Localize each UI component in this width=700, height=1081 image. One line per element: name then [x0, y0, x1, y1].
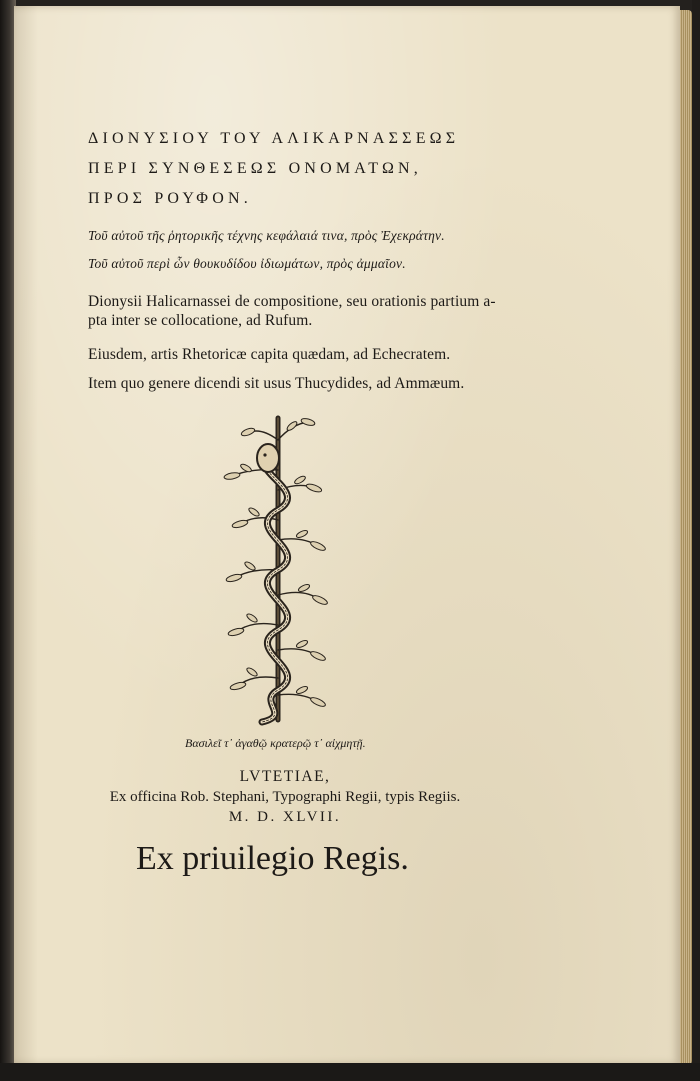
greek-title-line-3: ΠΡΟΣ ΡΟΥΦΟΝ. [88, 190, 252, 207]
page-edges [678, 10, 692, 1065]
imprint-printer: Ex officina Rob. Stephani, Typographi Regii, typis Regiis. [109, 789, 461, 805]
scan-border-bottom [0, 1063, 700, 1081]
serpent-entwined-olive-tree-icon [222, 410, 332, 732]
device-motto: Βασιλεῖ τ᾽ ἀγαθῷ κρατερῷ τ᾽ αἰχμητῇ. [185, 736, 366, 750]
imprint-date: M. D. XLVII. [228, 809, 342, 825]
royal-privilege: Ex priuilegio Regis. [136, 840, 409, 877]
latin-title-line-1: Dionysii Halicarnassei de compositione, seu orationis partium a- [88, 293, 496, 310]
scan-border-right [692, 0, 700, 1081]
latin-title-line-3: Eiusdem, artis Rhetoricæ capita quædam, ad Echecratem. [88, 346, 451, 363]
latin-title-line-4: Item quo genere dicendi sit usus Thucydides, ad Ammæum. [88, 375, 465, 392]
greek-title-line-1: ΔΙΟΝΥΣΙΟΥ ΤΟΥ ΑΛΙΚΑΡΝΑΣΣΕΩΣ [88, 130, 460, 147]
greek-subtitle-1: Τοῦ αὐτοῦ τῆς ῥητορικῆς τέχνης κεφάλαιά τινα, πρὸς Ἐχεκράτην. [88, 228, 445, 243]
imprint-city: LVTETIAE, [239, 768, 331, 785]
greek-subtitle-2: Τοῦ αὐτοῦ περὶ ὧν θουκυδίδου ἰδιωμάτων, πρὸς ἀμμαῖον. [88, 256, 406, 271]
greek-title-line-2: ΠΕΡΙ ΣΥΝΘΕΣΕΩΣ ΟΝΟΜΑΤΩΝ, [88, 160, 423, 177]
latin-title-line-2: pta inter se collocatione, ad Rufum. [88, 312, 313, 329]
